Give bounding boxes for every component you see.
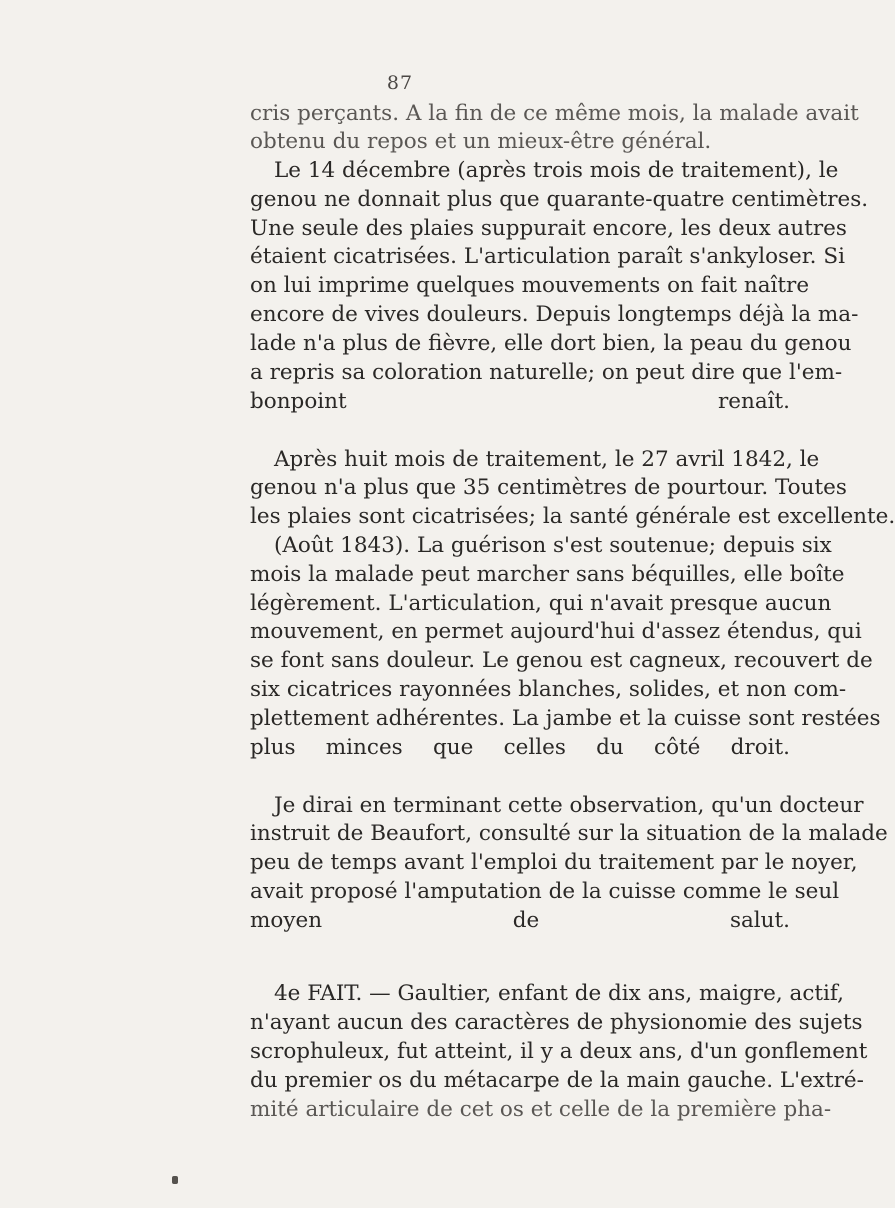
text-line: (Août 1843). La guérison s'est soutenue; depuis six: [274, 533, 832, 558]
text-line: scrophuleux, fut atteint, il y a deux ans, d'un gonflement: [250, 1039, 868, 1064]
text-line: avait proposé l'amputation de la cuisse comme le seul: [250, 879, 840, 904]
text-line: genou n'a plus que 35 centimètres de pourtour. Toutes: [250, 475, 847, 500]
text-line: mité articulaire de cet os et celle de la première pha-: [250, 1097, 832, 1122]
text-line: légèrement. L'articulation, qui n'avait presque aucun: [250, 591, 832, 616]
text-line: peu de temps avant l'emploi du traitement par le noyer,: [250, 850, 858, 875]
text-line: encore de vives douleurs. Depuis longtemps déjà la ma-: [250, 302, 859, 327]
text-line: étaient cicatrisées. L'articulation paraît s'ankyloser. Si: [250, 244, 845, 269]
margin-mark: [172, 1176, 178, 1184]
text-line: a repris sa coloration naturelle; on peut dire que l'em-: [250, 360, 843, 385]
text-line: cris perçants. A la fin de ce même mois, la malade avait: [250, 101, 859, 126]
page-number: 87: [386, 72, 414, 94]
text-line: six cicatrices rayonnées blanches, solides, et non com-: [250, 677, 847, 702]
text-line: Après huit mois de traitement, le 27 avril 1842, le: [274, 447, 820, 472]
text-line: mois la malade peut marcher sans béquilles, elle boîte: [250, 562, 845, 587]
text-line: n'ayant aucun des caractères de physionomie des sujets: [250, 1010, 863, 1035]
text-line: Le 14 décembre (après trois mois de traitement), le: [274, 158, 839, 183]
text-line: se font sans douleur. Le genou est cagneux, recouvert de: [250, 648, 873, 673]
text-line: obtenu du repos et un mieux-être général.: [250, 129, 712, 154]
text-line: 4e FAIT. — Gaultier, enfant de dix ans, maigre, actif,: [274, 981, 844, 1006]
text-line: instruit de Beaufort, consulté sur la situation de la malade: [250, 821, 888, 846]
text-line: lade n'a plus de fièvre, elle dort bien, la peau du genou: [250, 331, 852, 356]
text-line: on lui imprime quelques mouvements on fait naître: [250, 273, 810, 298]
text-line: moyen de salut.: [250, 908, 790, 933]
text-line: Je dirai en terminant cette observation, qu'un docteur: [274, 793, 864, 818]
text-line: Une seule des plaies suppurait encore, les deux autres: [250, 216, 847, 241]
text-line: plettement adhérentes. La jambe et la cuisse sont restées: [250, 706, 881, 731]
text-line: les plaies sont cicatrisées; la santé générale est excellente.: [250, 504, 895, 529]
text-line: genou ne donnait plus que quarante-quatre centimètres.: [250, 187, 869, 212]
text-line: bonpoint renaît.: [250, 389, 790, 414]
text-line: mouvement, en permet aujourd'hui d'assez étendus, qui: [250, 619, 862, 644]
text-line: du premier os du métacarpe de la main gauche. L'extré-: [250, 1068, 864, 1093]
text-line: plus minces que celles du côté droit.: [250, 735, 790, 760]
